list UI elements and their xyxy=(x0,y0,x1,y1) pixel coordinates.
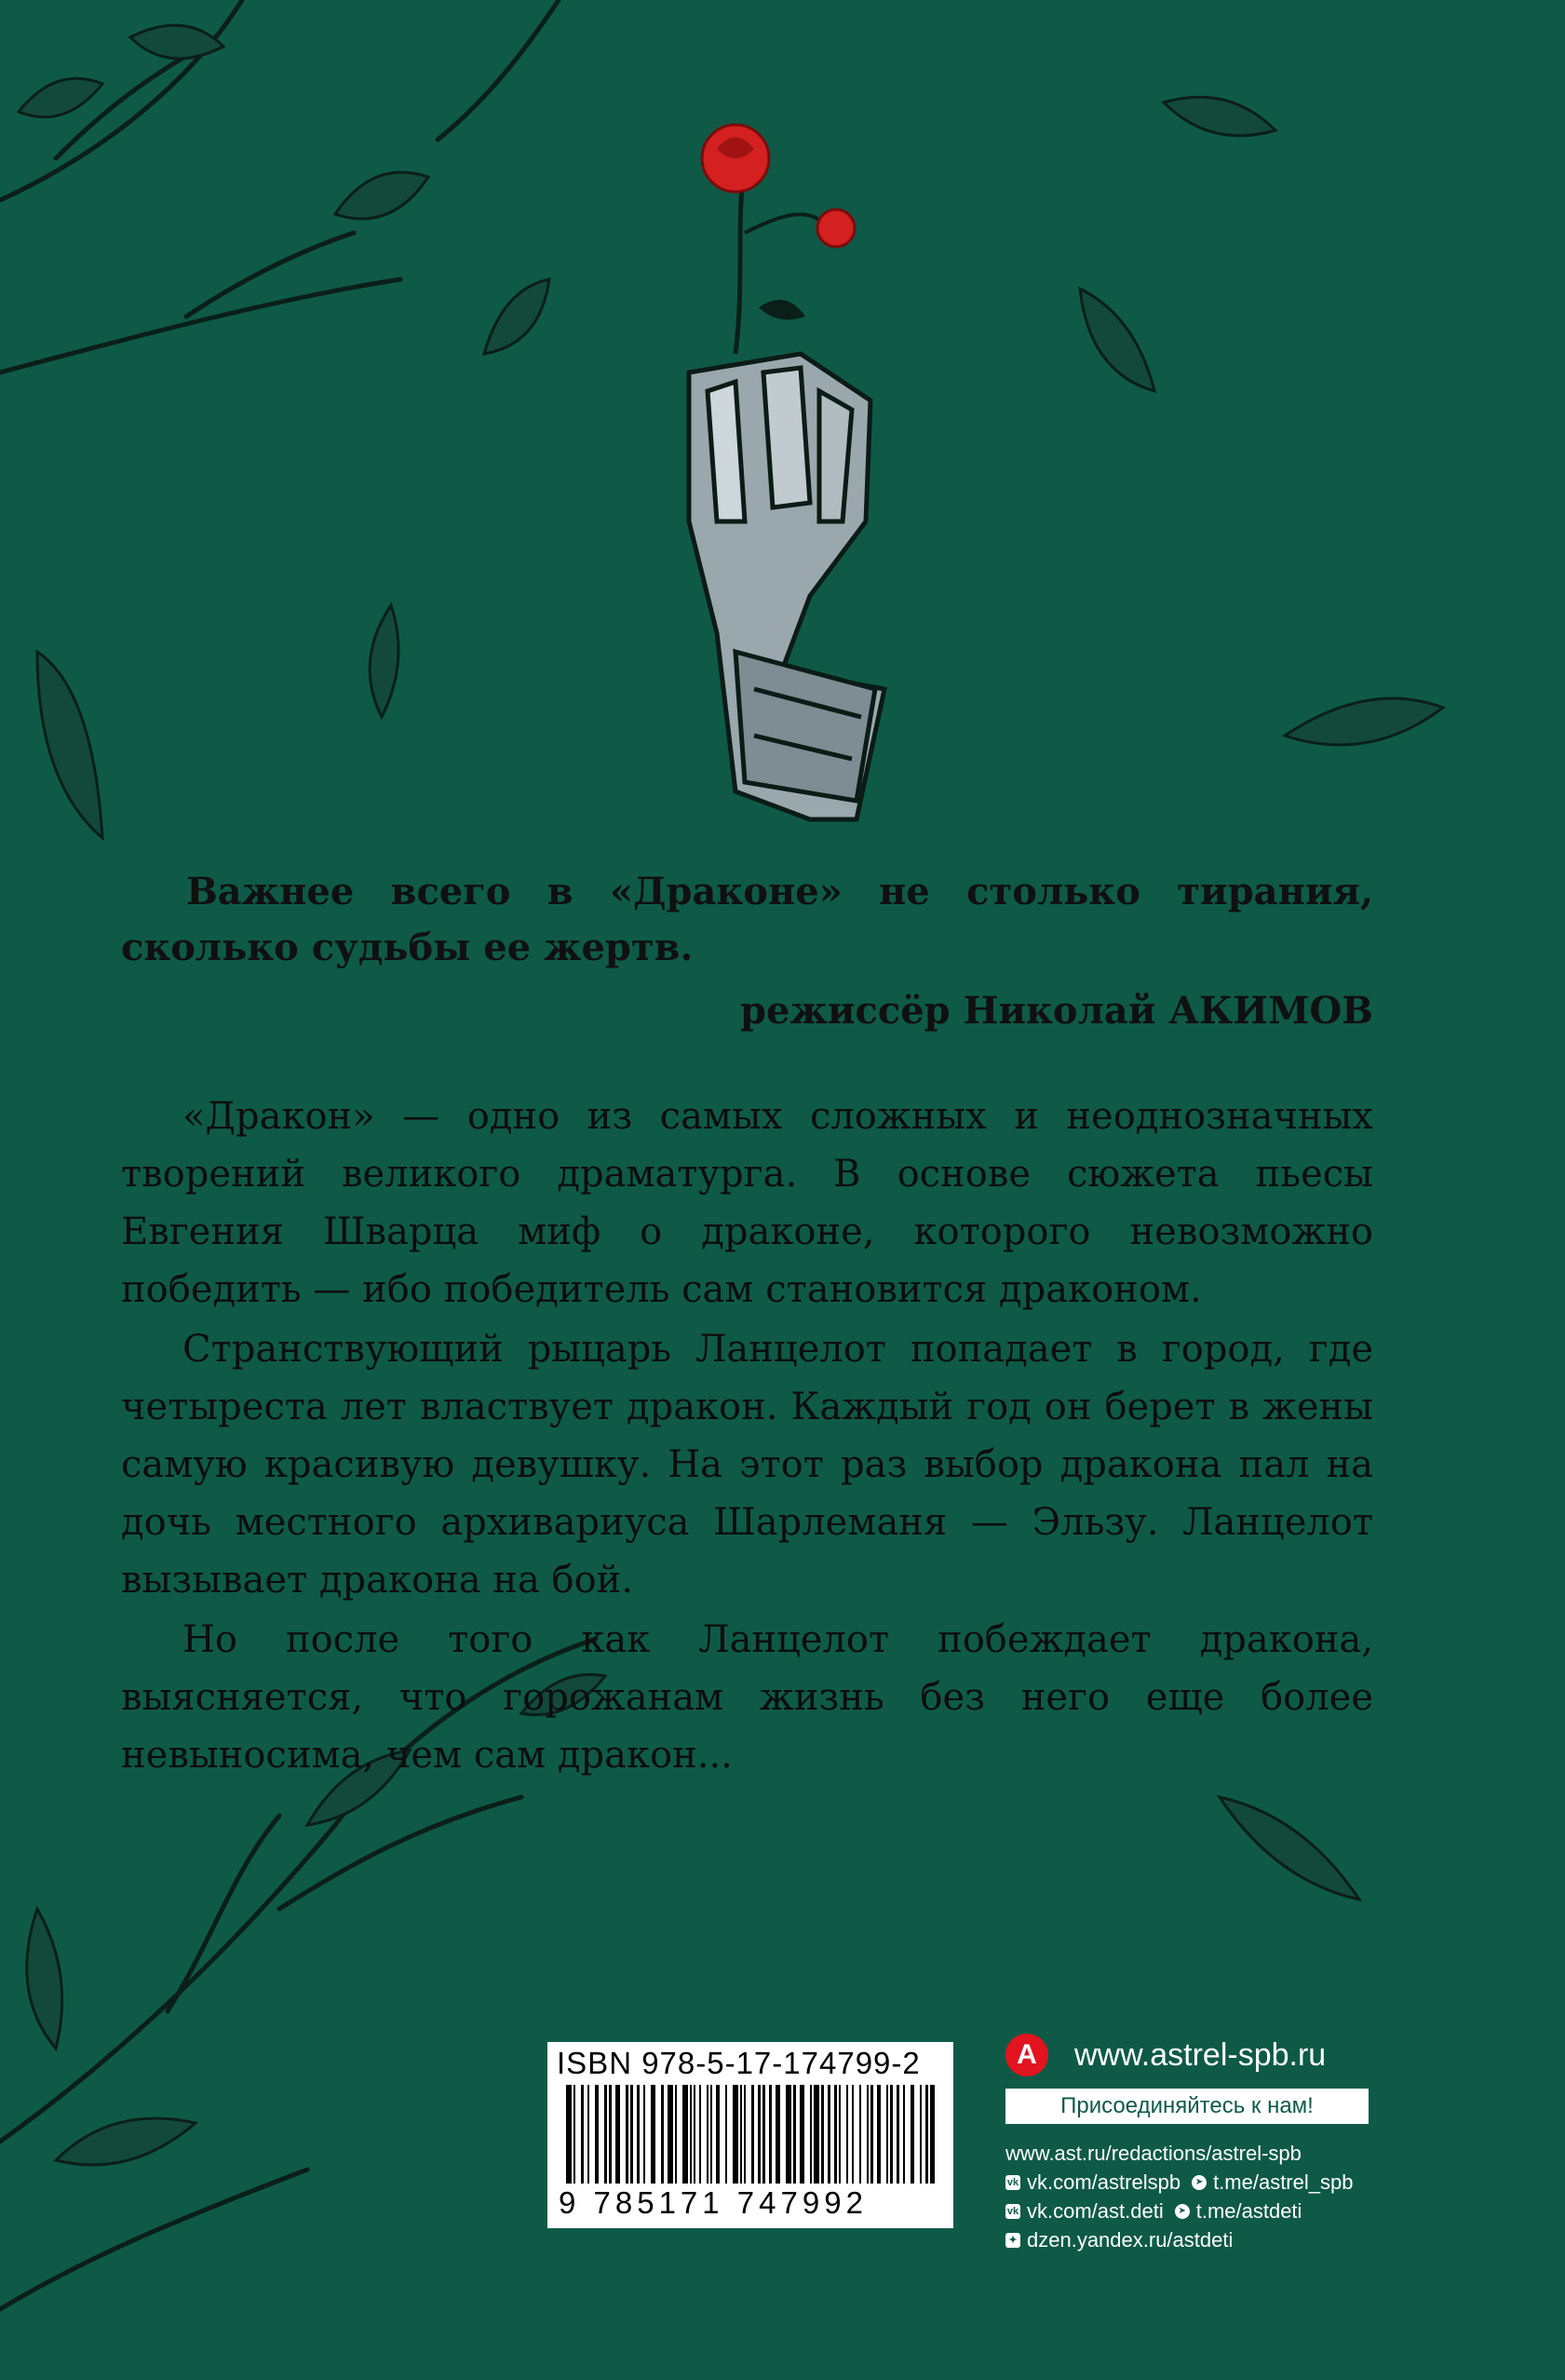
barcode-bar xyxy=(637,2085,640,2184)
barcode-bar xyxy=(699,2085,701,2184)
barcode-bar xyxy=(626,2085,628,2184)
barcode-bar xyxy=(710,2085,712,2184)
barcode-bar xyxy=(867,2085,869,2184)
book-description xyxy=(121,1088,1373,1786)
barcode-bar xyxy=(859,2085,861,2184)
leaf-icon xyxy=(27,1909,62,2049)
barcode-bar xyxy=(846,2085,848,2184)
barcode-bar xyxy=(769,2085,772,2184)
publisher-website[interactable]: www.astrel-spb.ru xyxy=(1074,2036,1327,2073)
leaf-icon xyxy=(19,78,102,116)
dzen-link[interactable]: dzen.yandex.ru/astdeti xyxy=(1027,2228,1234,2252)
barcode-bar xyxy=(877,2085,881,2184)
description-paragraph: Но после того как Ланцелот побеждает дракона, выясняется, что горожанам жизнь без него еще более невыносима, чем сам дракон... xyxy=(121,1618,1373,1777)
leaf-icon xyxy=(56,2118,196,2165)
barcode-bar xyxy=(733,2085,738,2184)
barcode-bar xyxy=(587,2085,589,2184)
barcode-bar xyxy=(911,2085,914,2184)
join-banner: Присоединяйтесь к нам! xyxy=(1005,2089,1369,2124)
leaf-icon xyxy=(370,605,398,717)
barcode-bar xyxy=(793,2085,796,2184)
rose-icon xyxy=(702,125,855,354)
barcode-bar xyxy=(828,2085,830,2184)
leaf-icon xyxy=(1080,289,1154,391)
barcode-bar xyxy=(776,2085,780,2184)
barcode-bar xyxy=(615,2085,620,2184)
dzen-icon: ✦ xyxy=(1005,2233,1020,2248)
vk-link[interactable]: vk.com/ast.deti xyxy=(1027,2199,1164,2223)
epigraph-quote: Важнее всего в «Драконе» не столько тирания, сколько судьбы ее жертв. xyxy=(121,870,1373,969)
barcode-bar xyxy=(800,2085,804,2184)
publisher-logo: А xyxy=(1005,2034,1048,2076)
description-paragraph: «Дракон» — одно из самых сложных и неоднозначных творений великого драматурга. В основе сюжета пьесы Евгения Шварца миф о драконе, которого невозможно победить — ибо победитель сам становится драконом. xyxy=(121,1095,1373,1311)
barcode-digits: 9 785171 747992 xyxy=(559,2185,868,2220)
barcode-bar xyxy=(870,2085,873,2184)
leaf-icon xyxy=(37,652,102,838)
barcode-bar xyxy=(897,2085,899,2184)
leaf-icon xyxy=(335,172,428,219)
leaf-icon xyxy=(1164,97,1275,135)
barcode-bar xyxy=(810,2085,812,2184)
barcode-bar xyxy=(707,2085,708,2184)
leaf-icon xyxy=(1285,698,1443,745)
barcode-bar xyxy=(595,2085,599,2184)
barcode-bar xyxy=(814,2085,819,2184)
epigraph xyxy=(121,864,1373,1039)
barcode-bar xyxy=(839,2085,841,2184)
barcode-bar xyxy=(643,2085,645,2184)
armored-gauntlet-icon xyxy=(689,354,884,819)
barcode-bar xyxy=(682,2085,688,2184)
barcode-bar xyxy=(675,2085,677,2184)
barcode-bar xyxy=(886,2085,888,2184)
barcode-bar xyxy=(762,2085,765,2184)
telegram-link[interactable]: t.me/astrel_spb xyxy=(1213,2170,1354,2194)
barcode-bar xyxy=(890,2085,893,2184)
epigraph-author: режиссёр Николай АКИМОВ xyxy=(740,989,1373,1033)
redaction-link[interactable]: www.ast.ru/redactions/astrel-spb xyxy=(1005,2142,1302,2165)
barcode-bar xyxy=(661,2085,664,2184)
barcode-bar xyxy=(925,2085,928,2184)
telegram-icon: ➤ xyxy=(1192,2175,1207,2190)
vk-icon: vk xyxy=(1006,2205,1019,2217)
barcode-bar xyxy=(834,2085,837,2184)
isbn-number: ISBN 978-5-17-174799-2 xyxy=(557,2046,921,2080)
barcode-bar xyxy=(903,2085,905,2184)
barcode-bar xyxy=(609,2085,612,2184)
vk-link[interactable]: vk.com/astrelspb xyxy=(1027,2170,1181,2194)
barcode-bar xyxy=(740,2085,742,2184)
barcode-bar xyxy=(566,2085,572,2184)
barcode-bar xyxy=(604,2085,607,2184)
barcode-bar xyxy=(930,2085,935,2184)
barcode-bar xyxy=(690,2085,692,2184)
leaf-icon xyxy=(484,279,549,354)
barcode-bar xyxy=(581,2085,584,2184)
social-links xyxy=(1005,2139,1378,2254)
barcode-bar xyxy=(630,2085,633,2184)
barcode-bar xyxy=(725,2085,727,2184)
description-paragraph: Странствующий рыцарь Ланцелот попадает в город, где четыреста лет властвует дракон. Каждый год он берет в жены самую красивую девушку. На этот раз выбор дракона пал на дочь местного архивариуса Шарлеманя — Эльзу. Ланцелот вызывает дракона на бой. xyxy=(121,1328,1373,1602)
leaf-icon xyxy=(130,25,223,59)
barcode-bar xyxy=(821,2085,824,2184)
publisher-info xyxy=(1005,2033,1378,2254)
barcode-bar xyxy=(716,2085,720,2184)
telegram-link[interactable]: t.me/astdeti xyxy=(1195,2199,1302,2223)
barcode-bar xyxy=(751,2085,754,2184)
barcode-bar xyxy=(744,2085,746,2184)
barcode-bar xyxy=(920,2085,922,2184)
barcode-bar xyxy=(651,2085,655,2184)
barcode-bar xyxy=(852,2085,854,2184)
barcode-bar xyxy=(694,2085,695,2184)
barcode-icon xyxy=(566,2085,935,2187)
barcode-bar xyxy=(758,2085,761,2184)
barcode-bar xyxy=(573,2085,575,2184)
leaf-icon xyxy=(1220,1797,1359,1900)
isbn-barcode xyxy=(547,2042,953,2228)
telegram-icon: ➤ xyxy=(1175,2204,1190,2219)
barcode-bar xyxy=(668,2085,673,2184)
barcode-bar xyxy=(786,2085,791,2184)
vk-icon: vk xyxy=(1006,2176,1019,2188)
